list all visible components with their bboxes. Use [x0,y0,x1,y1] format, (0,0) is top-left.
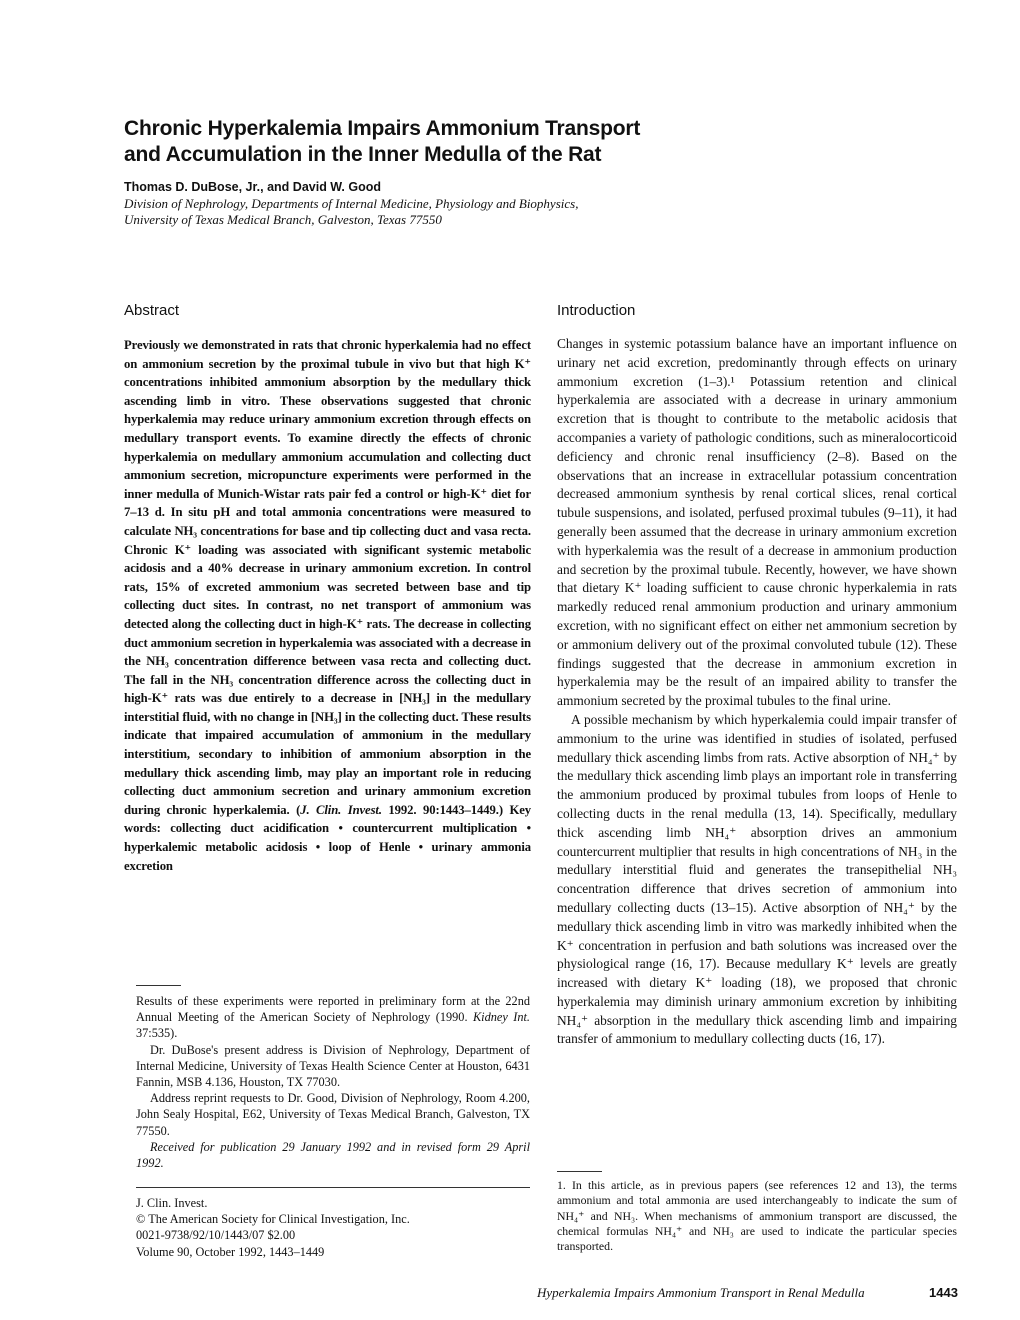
title-line-2: and Accumulation in the Inner Medulla of the Rat [124,143,602,166]
author-footnotes [136,993,530,1171]
affiliation-line-2: University of Texas Medical Branch, Galveston, Texas 77550 [124,212,442,227]
introduction-heading: Introduction [557,302,636,319]
footnote-reprint: Address reprint requests to Dr. Good, Division of Nephrology, Room 4.200, John Sealy Hospital, E62, University of Texas Medical Branch, Galveston, TX 77550. [136,1091,530,1138]
footnote-received: Received for publication 29 January 1992 and in revised form 29 April 1992. [136,1139,530,1171]
introduction-text [557,335,957,1049]
journal-name: J. Clin. Invest. [136,1196,208,1210]
abstract-citation-rest: 1992. 90:1443–1449.) Key words: collecting duct acidification • countercurrent multiplication • hyperkalemic metabolic acidosis • loop of Henle • urinary ammonia excretion [124,802,531,873]
terminology-footnote: 1. In this article, as in previous papers (see references 12 and 13), the terms ammonium and total ammonia are used interchangeably to indicate the sum of NH₄⁺ and NH₃. When mechanisms of ammonium transport are discussed, the chemical formulas NH₄⁺ and NH₃ are used to indicate the particular species transported. [557,1178,957,1254]
footnote-preliminary-text: Results of these experiments were reported in preliminary form at the 22nd Annual Meeting of the American Society of Nephrology (1990. [136,994,530,1025]
intro-paragraph-1: Changes in systemic potassium balance have an important influence on urinary net acid excretion, predominantly through effects on urinary ammonium excretion (1–3).¹ Potassium retention and clinical hyperkalemia are associated with a decrease in urinary ammonium excretion that is thought to contribute to the metabolic acidosis that accompanies a variety of pathologic conditions, such as mineralocorticoid deficiency and chronic renal insufficiency (2–8). Based on the observations that an increase in extracellular potassium concentration decreased ammonium synthesis by renal cortical slices, renal cortical tubule suspensions, and isolated, perfused proximal tubules (9–11), it had generally been assumed that the decrease in urinary ammonium excretion with hyperkalemia was the result of a decrease in ammonium production and secretion by the proximal tubule. Recently, however, we have shown that dietary K⁺ loading sufficient to cause chronic hyperkalemia in rats markedly reduced renal ammonium production and urinary ammonium excretion, with no significant effect on either net ammonium secretion by or ammonium delivery out of the proximal convoluted tubule (12). These findings suggested that the decrease in ammonium excretion in hyperkalemia may be the result of an impaired ability to transfer the ammonium secreted by the proximal tubules to the final urine. [557,336,957,709]
affiliation [124,196,724,228]
journal-copyright: © The American Society for Clinical Investigation, Inc. [136,1212,410,1227]
abstract-citation-journal: J. Clin. Invest. [300,802,382,817]
affiliation-line-1: Division of Nephrology, Departments of Internal Medicine, Physiology and Biophysics, [124,196,579,211]
page-number: 1443 [929,1285,958,1300]
footnote-divider [136,985,181,986]
running-head: Hyperkalemia Impairs Ammonium Transport in Renal Medulla [537,1285,865,1300]
abstract-text [124,336,531,875]
footnote-preliminary-journal: Kidney Int. [472,1010,531,1025]
abstract-main: Previously we demonstrated in rats that chronic hyperkalemia had no effect on ammonium secretion by the proximal tubule in vivo but that high K⁺ concentrations inhibited ammonium absorption by the medullary thick ascending limb in vitro. These observations suggested that chronic hyperkalemia may reduce urinary ammonium excretion through effects on medullary transport events. To examine directly the effects of chronic hyperkalemia on medullary ammonium accumulation and collecting duct ammonium secretion, micropuncture experiments were performed in the inner medulla of Munich-Wistar rats pair fed a control or high-K⁺ diet for 7–13 d. In situ pH and total ammonia concentrations were measured to calculate NH₃ concentrations for base and tip collecting duct and vasa recta. Chronic K⁺ loading was associated with significant systemic metabolic acidosis and a 40% decrease in urinary ammonium excretion. In control rats, 15% of excreted ammonium was secreted between base and tip collecting duct sites. In contrast, no net transport of ammonium was detected along the collecting duct in high-K⁺ rats. The decrease in collecting duct ammonium secretion in hyperkalemia was associated with a decrease in the NH₃ concentration difference between vasa recta and collecting duct. The fall in the NH₃ concentration difference across the collecting duct in high-K⁺ rats was due entirely to a decrease in [NH₃] in the medullary interstitial fluid, with no change in [NH₃] in the collecting duct. These results indicate that impaired accumulation of ammonium in the medullary interstitium, secondary to inhibition of ammonium absorption in the medullary thick ascending limb, may play an important role in reducing collecting duct ammonium secretion and urinary ammonium excretion during chronic hyperkalemia. ( [124,338,531,817]
title-line-1: Chronic Hyperkalemia Impairs Ammonium Transport [124,117,641,140]
journal-volume: Volume 90, October 1992, 1443–1449 [136,1244,325,1259]
footnote-address: Dr. DuBose's present address is Division of Nephrology, Department of Internal Medicine, University of Texas Health Science Center at Houston, 6431 Fannin, MSB 4.136, Houston, TX 77030. [136,1042,530,1090]
intro-paragraph-2: A possible mechanism by which hyperkalemia could impair transfer of ammonium to the urine was identified in studies of isolated, perfused medullary thick ascending limbs from rats. Active absorption of NH₄⁺ by the medullary thick ascending limb plays an important role in transferring the ammonium produced by proximal tubules from loops of Henle to collecting ducts in the renal medulla (13, 14). Specifically, medullary thick ascending limb NH₄⁺ absorption drives an ammonium countercurrent multiplier that results in high concentrations of NH₃ in the medullary interstitial fluid and generates the transepithelial NH₃ concentration difference that drives secretion of ammonium into medullary collecting ducts (13–15). Active absorption of NH₄⁺ by the medullary thick ascending limb in vitro was markedly inhibited when the K⁺ concentration in perfusion and bath solutions was increased over the physiological range (16, 17). Because medullary K⁺ levels are greatly increased with dietary K⁺ loading (18), we proposed that chronic hyperkalemia may diminish urinary ammonium excretion by inhibiting NH₄⁺ absorption in the medullary thick ascending limb and impairing transfer of ammonium to medullary collecting ducts (16, 17). [557,711,957,1047]
intro-footnote-divider [557,1171,602,1172]
footnote-preliminary-ref: 37:535). [136,1026,178,1041]
journal-issn: 0021-9738/92/10/1443/07 $2.00 [136,1228,296,1243]
article-title [124,116,824,168]
journal-info [136,1195,530,1260]
footnote-preliminary [136,993,530,1042]
authors: Thomas D. DuBose, Jr., and David W. Good [124,180,381,194]
journal-divider [136,1187,530,1188]
abstract-heading: Abstract [124,302,180,319]
